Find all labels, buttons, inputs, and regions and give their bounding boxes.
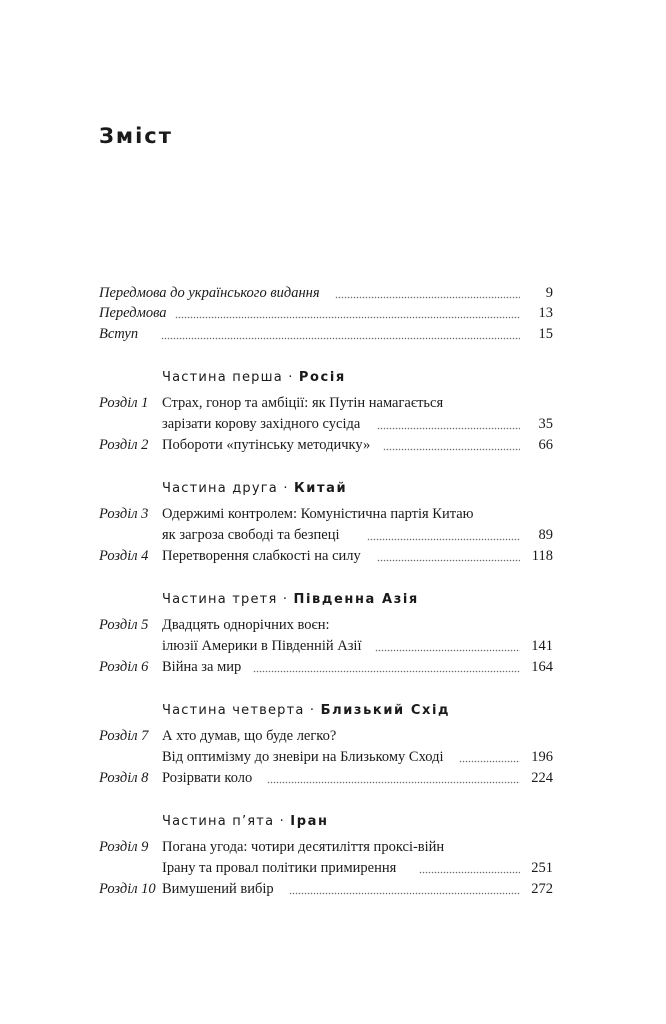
toc-entry-chapter[interactable]: [99, 879, 553, 900]
dot-leader: [253, 657, 520, 678]
chapter-title-line: Війна за мир: [162, 657, 247, 678]
part-label: Частина п’ята: [162, 814, 275, 829]
chapter-title-line: Страх, гонор та амбіції: як Путін намагається: [162, 393, 449, 414]
dot-leader: [289, 879, 520, 900]
toc-entry-chapter-cont[interactable]: [99, 636, 553, 657]
dot-leader: [175, 303, 520, 324]
toc-entry-chapter[interactable]: [99, 726, 553, 747]
toc-entry-chapter[interactable]: [99, 657, 553, 678]
chapter-title-line: Перетворення слабкості на силу: [162, 546, 367, 567]
toc-entry-chapter-cont[interactable]: [99, 858, 553, 879]
page-number: 15: [538, 326, 553, 342]
toc-entry-chapter[interactable]: [99, 768, 553, 789]
part-label: Частина четверта: [162, 703, 305, 718]
page-number: 196: [531, 749, 553, 765]
dot-leader: [161, 324, 520, 345]
chapter-label: Розділ 10: [99, 881, 156, 897]
chapter-title-line: Розірвати коло: [162, 768, 258, 789]
dot-leader: [367, 525, 520, 546]
chapter-title-line: як загроза свободі та безпеці: [162, 525, 346, 546]
part-heading: [162, 588, 419, 612]
page-number: 118: [531, 548, 553, 564]
chapter-title-line: зарізати корову західного сусіда: [162, 414, 366, 435]
toc-entry-front[interactable]: [99, 324, 553, 345]
part-heading: [162, 366, 346, 390]
toc-entry-chapter[interactable]: [99, 393, 553, 414]
chapter-label: Розділ 9: [99, 839, 149, 855]
part-name: Близький Схід: [320, 703, 451, 718]
toc-entry-chapter-cont[interactable]: [99, 414, 553, 435]
part-label: Частина третя: [162, 592, 278, 607]
page-title: Зміст: [99, 124, 173, 148]
dot-leader: [459, 747, 520, 768]
part-heading: [162, 810, 329, 834]
part-separator: ·: [288, 370, 294, 385]
entry-title: Вступ: [99, 324, 144, 345]
toc-entry-chapter-cont[interactable]: [99, 747, 553, 768]
page-number: 9: [545, 285, 553, 301]
part-separator: ·: [309, 703, 316, 718]
toc-entry-chapter-cont[interactable]: [99, 525, 553, 546]
dot-leader: [375, 636, 520, 657]
dot-leader: [267, 768, 520, 789]
toc-entry-chapter[interactable]: [99, 504, 553, 525]
part-heading: [162, 477, 347, 501]
chapter-label: Розділ 7: [99, 728, 149, 744]
entry-title: Передмова до українського видання: [99, 283, 326, 304]
toc-entry-chapter[interactable]: [99, 615, 553, 636]
dot-leader: [377, 414, 520, 435]
dot-leader: [419, 858, 520, 879]
chapter-title-line: Вимушений вибір: [162, 879, 280, 900]
part-name: Росія: [298, 370, 346, 385]
chapter-label: Розділ 2: [99, 437, 149, 453]
chapter-title-line: Двадцять однорічних воєн:: [162, 615, 336, 636]
page-number: 164: [531, 659, 553, 675]
part-label: Частина друга: [162, 481, 278, 496]
part-separator: ·: [283, 481, 289, 496]
page-number: 35: [538, 416, 553, 432]
chapter-label: Розділ 5: [99, 617, 149, 633]
chapter-label: Розділ 3: [99, 506, 149, 522]
toc-entry-chapter[interactable]: [99, 837, 553, 858]
page-number: 13: [538, 305, 553, 321]
chapter-title-line: А хто думав, що буде легко?: [162, 726, 342, 747]
part-name: Китай: [294, 481, 348, 496]
dot-leader: [383, 435, 520, 456]
chapter-title-line: Ірану та провал політики примирення: [162, 858, 402, 879]
part-separator: ·: [282, 592, 289, 607]
entry-title: Передмова: [99, 303, 173, 324]
chapter-label: Розділ 4: [99, 548, 149, 564]
part-name: Іран: [290, 814, 329, 829]
chapter-label: Розділ 8: [99, 770, 149, 786]
page-number: 66: [538, 437, 553, 453]
chapter-label: Розділ 1: [99, 395, 149, 411]
part-heading: [162, 699, 450, 723]
toc-entry-chapter[interactable]: [99, 546, 553, 567]
toc-entry-front[interactable]: [99, 283, 553, 304]
page-number: 141: [531, 638, 553, 654]
dot-leader: [335, 283, 520, 304]
page-number: 272: [531, 881, 553, 897]
part-name: Південна Азія: [293, 592, 419, 607]
chapter-title-line: Від оптимізму до зневіри на Близькому Сході: [162, 747, 450, 768]
chapter-title-line: Побороти «путінську методичку»: [162, 435, 376, 456]
part-separator: ·: [279, 814, 285, 829]
part-label: Частина перша: [162, 370, 283, 385]
toc-entry-chapter[interactable]: [99, 435, 553, 456]
chapter-title-line: ілюзії Америки в Південній Азії: [162, 636, 368, 657]
page-number: 224: [531, 770, 553, 786]
page-number: 251: [531, 860, 553, 876]
dot-leader: [377, 546, 520, 567]
chapter-title-line: Одержимі контролем: Комуністична партія Китаю: [162, 504, 480, 525]
toc-entry-front[interactable]: [99, 303, 553, 324]
chapter-title-line: Погана угода: чотири десятиліття проксі-війн: [162, 837, 450, 858]
page-number: 89: [538, 527, 553, 543]
chapter-label: Розділ 6: [99, 659, 149, 675]
